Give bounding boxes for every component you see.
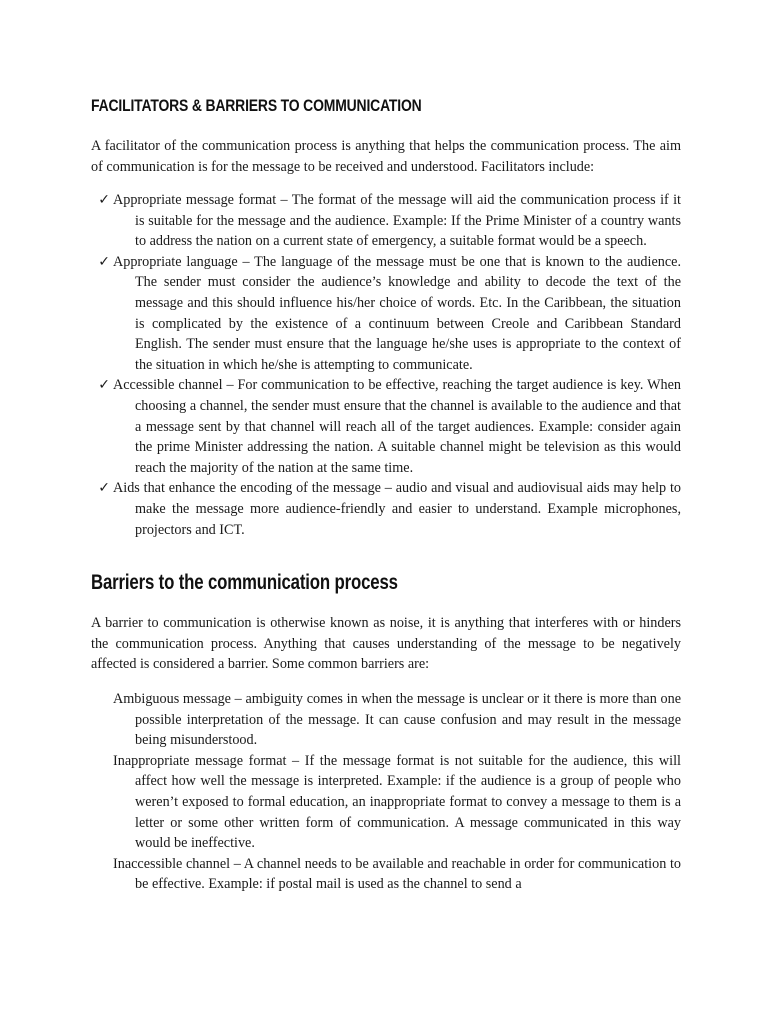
facilitators-list (91, 190, 681, 540)
list-item-text: Aids that enhance the encoding of the message – audio and visual and audiovisual aids may help to make the message more audience-friendly and easier to understand. Example microphones, projectors and ICT. (113, 480, 681, 538)
list-item-text: Appropriate message format – The format of the message will aid the communication process if it is suitable for the message and the audience. Example: If the Prime Minister of a country wants to address the nation on a current state of emergency, a suitable format would be a speech. (113, 192, 681, 250)
list-item: ✓ Appropriate message format – The format of the message will aid the communication process if it is suitable for the message and the audience. Example: If the Prime Minister of a country wants to address the nation on a current state of emergency, a suitable format would be a speech. (91, 190, 681, 252)
list-item-text: Inaccessible channel – A channel needs to be available and reachable in order for communication to be effective. Example: if postal mail is used as the channel to send a (113, 855, 681, 893)
list-item (91, 689, 681, 751)
list-item: ✓ Accessible channel – For communication to be effective, reaching the target audience is key. When choosing a channel, the sender must ensure that the channel is available to the audience and that a message sent by that channel will reach all of the target audiences. Example: consider again the prime Minister addressing the nation. A suitable channel might be television as this would reach the majority of the nation at the same time. (91, 375, 681, 478)
barriers-intro-paragraph: A barrier to communication is otherwise known as noise, it is anything that interferes with or hinders the communication process. Anything that causes understanding of the message to be negatively affected is considered a barrier. Some common barriers are: (91, 615, 681, 673)
section-heading-barriers: Barriers to the communication process (91, 571, 398, 594)
list-item: ✓ Aids that enhance the encoding of the message – audio and visual and audiovisual aids may help to make the message more audience-friendly and easier to understand. Example microphones, projectors and ICT. (91, 478, 681, 540)
barriers-list (91, 689, 681, 895)
list-item (91, 751, 681, 854)
list-item-text: Accessible channel – For communication to be effective, reaching the target audience is key. When choosing a channel, the sender must ensure that the channel is available to the audience and that a message sent by that channel will reach all of the target audiences. Example: consider again the prime Minister addressing the nation. A suitable channel might be television as this would reach the majority of the nation at the same time. (113, 377, 681, 476)
list-item-text: Ambiguous message – ambiguity comes in when the message is unclear or it there is more than one possible interpretation of the message. It can cause confusion and may result in the message being misunderstood. (113, 691, 681, 749)
list-item-text: Appropriate language – The language of the message must be one that is known to the audience. The sender must consider the audience’s knowledge and ability to decode the text of the message and this should influence his/her choice of words. Etc. In the Caribbean, the situation is complicated by the existence of a continuum between Creole and Caribbean Standard English. The sender must ensure that the language he/she uses is appropriate to the context of the situation in which he/she is attempting to communicate. (113, 253, 681, 373)
facilitators-intro-paragraph: A facilitator of the communication process is anything that helps the communication process. The aim of communication is for the message to be received and understood. Facilitators include: (91, 138, 681, 175)
section-heading-facilitators: FACILITATORS & BARRIERS TO COMMUNICATION (91, 96, 422, 115)
list-item-text: Inappropriate message format – If the message format is not suitable for the audience, this will affect how well the message is interpreted. Example: if the audience is a group of people who weren’t exposed to formal education, an inappropriate format to convey a message to them is a letter or some other written form of communication. A message communicated in this way would be ineffective. (113, 752, 681, 852)
list-item (91, 854, 681, 895)
list-item: ✓ Appropriate language – The language of the message must be one that is known to the audience. The sender must consider the audience’s knowledge and ability to decode the text of the message and this should influence his/her choice of words. Etc. In the Caribbean, the situation is complicated by the existence of a continuum between Creole and Caribbean Standard English. The sender must ensure that the language he/she uses is appropriate to the context of the situation in which he/she is attempting to communicate. (91, 252, 681, 376)
